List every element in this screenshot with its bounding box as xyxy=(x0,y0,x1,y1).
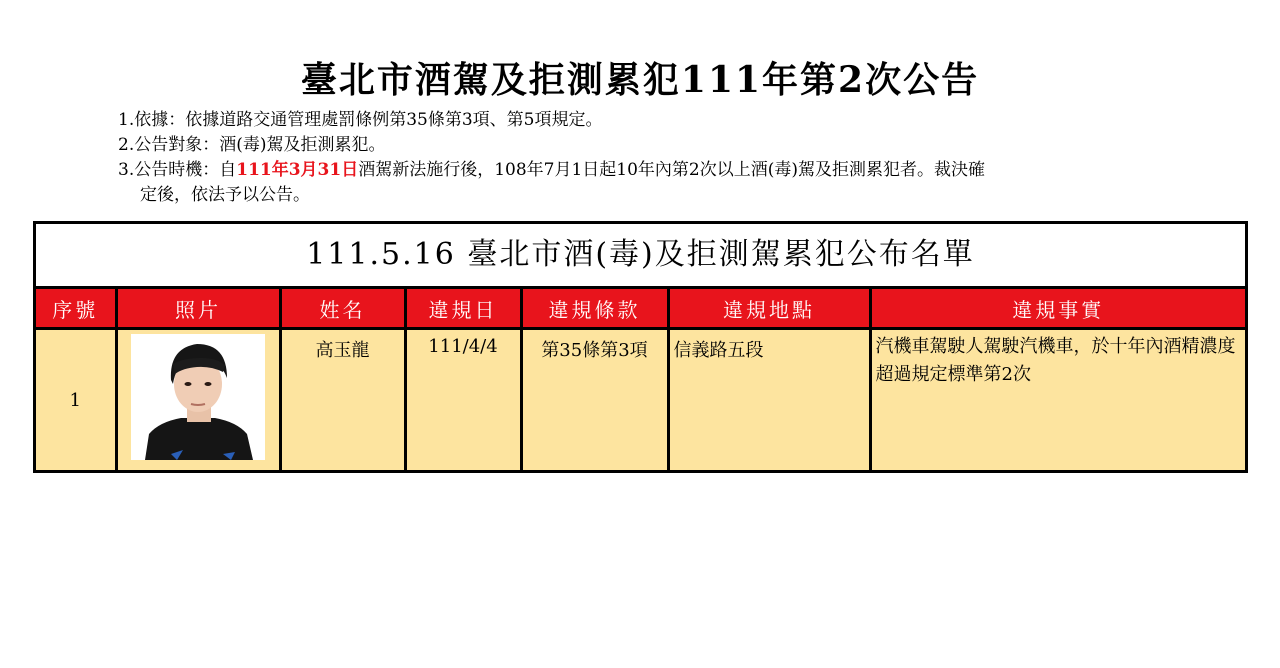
header-fact: 違規事實 xyxy=(870,289,1245,329)
table-row xyxy=(36,329,1245,471)
note-timing-date: 111年3月31日 xyxy=(236,160,359,180)
cell-location: 信義路五段 xyxy=(668,329,870,471)
note-basis: 1.依據：依據道路交通管理處罰條例第35條第3項、第5項規定。 xyxy=(118,110,603,130)
note-timing xyxy=(118,158,1198,183)
cell-fact: 汽機車駕駛人駕駛汽機車，於十年內酒精濃度超過規定標準第2次 xyxy=(870,329,1245,471)
header-date: 違規日 xyxy=(405,289,521,329)
notice-notes xyxy=(118,108,1198,208)
note-timing-suffix: 酒駕新法施行後，108年7月1日起10年內第2次以上酒(毒)駕及拒測累犯者。裁決確 xyxy=(358,160,986,180)
note-timing-prefix: 3.公告時機：自 xyxy=(118,160,237,180)
cell-date: 111/4/4 xyxy=(405,329,521,471)
offender-table xyxy=(33,221,1248,473)
cell-photo xyxy=(116,329,280,471)
note-target: 2.公告對象：酒(毒)駕及拒測累犯。 xyxy=(118,135,386,155)
cell-serial: 1 xyxy=(36,329,116,471)
note-timing-continued: 定後，依法予以公告。 xyxy=(140,185,310,205)
header-serial: 序號 xyxy=(36,289,116,329)
table-caption: 111.5.16 臺北市酒(毒)及拒測駕累犯公布名單 xyxy=(36,224,1245,289)
header-name: 姓名 xyxy=(280,289,405,329)
cell-clause: 第35條第3項 xyxy=(521,329,668,471)
offender-list xyxy=(36,289,1245,470)
header-clause: 違規條款 xyxy=(521,289,668,329)
header-photo: 照片 xyxy=(116,289,280,329)
header-location: 違規地點 xyxy=(668,289,870,329)
person-photo xyxy=(131,334,265,460)
page-title: 臺北市酒駕及拒測累犯111年第2次公告 xyxy=(300,59,980,101)
cell-name: 高玉龍 xyxy=(280,329,405,471)
table-header-row xyxy=(36,289,1245,329)
